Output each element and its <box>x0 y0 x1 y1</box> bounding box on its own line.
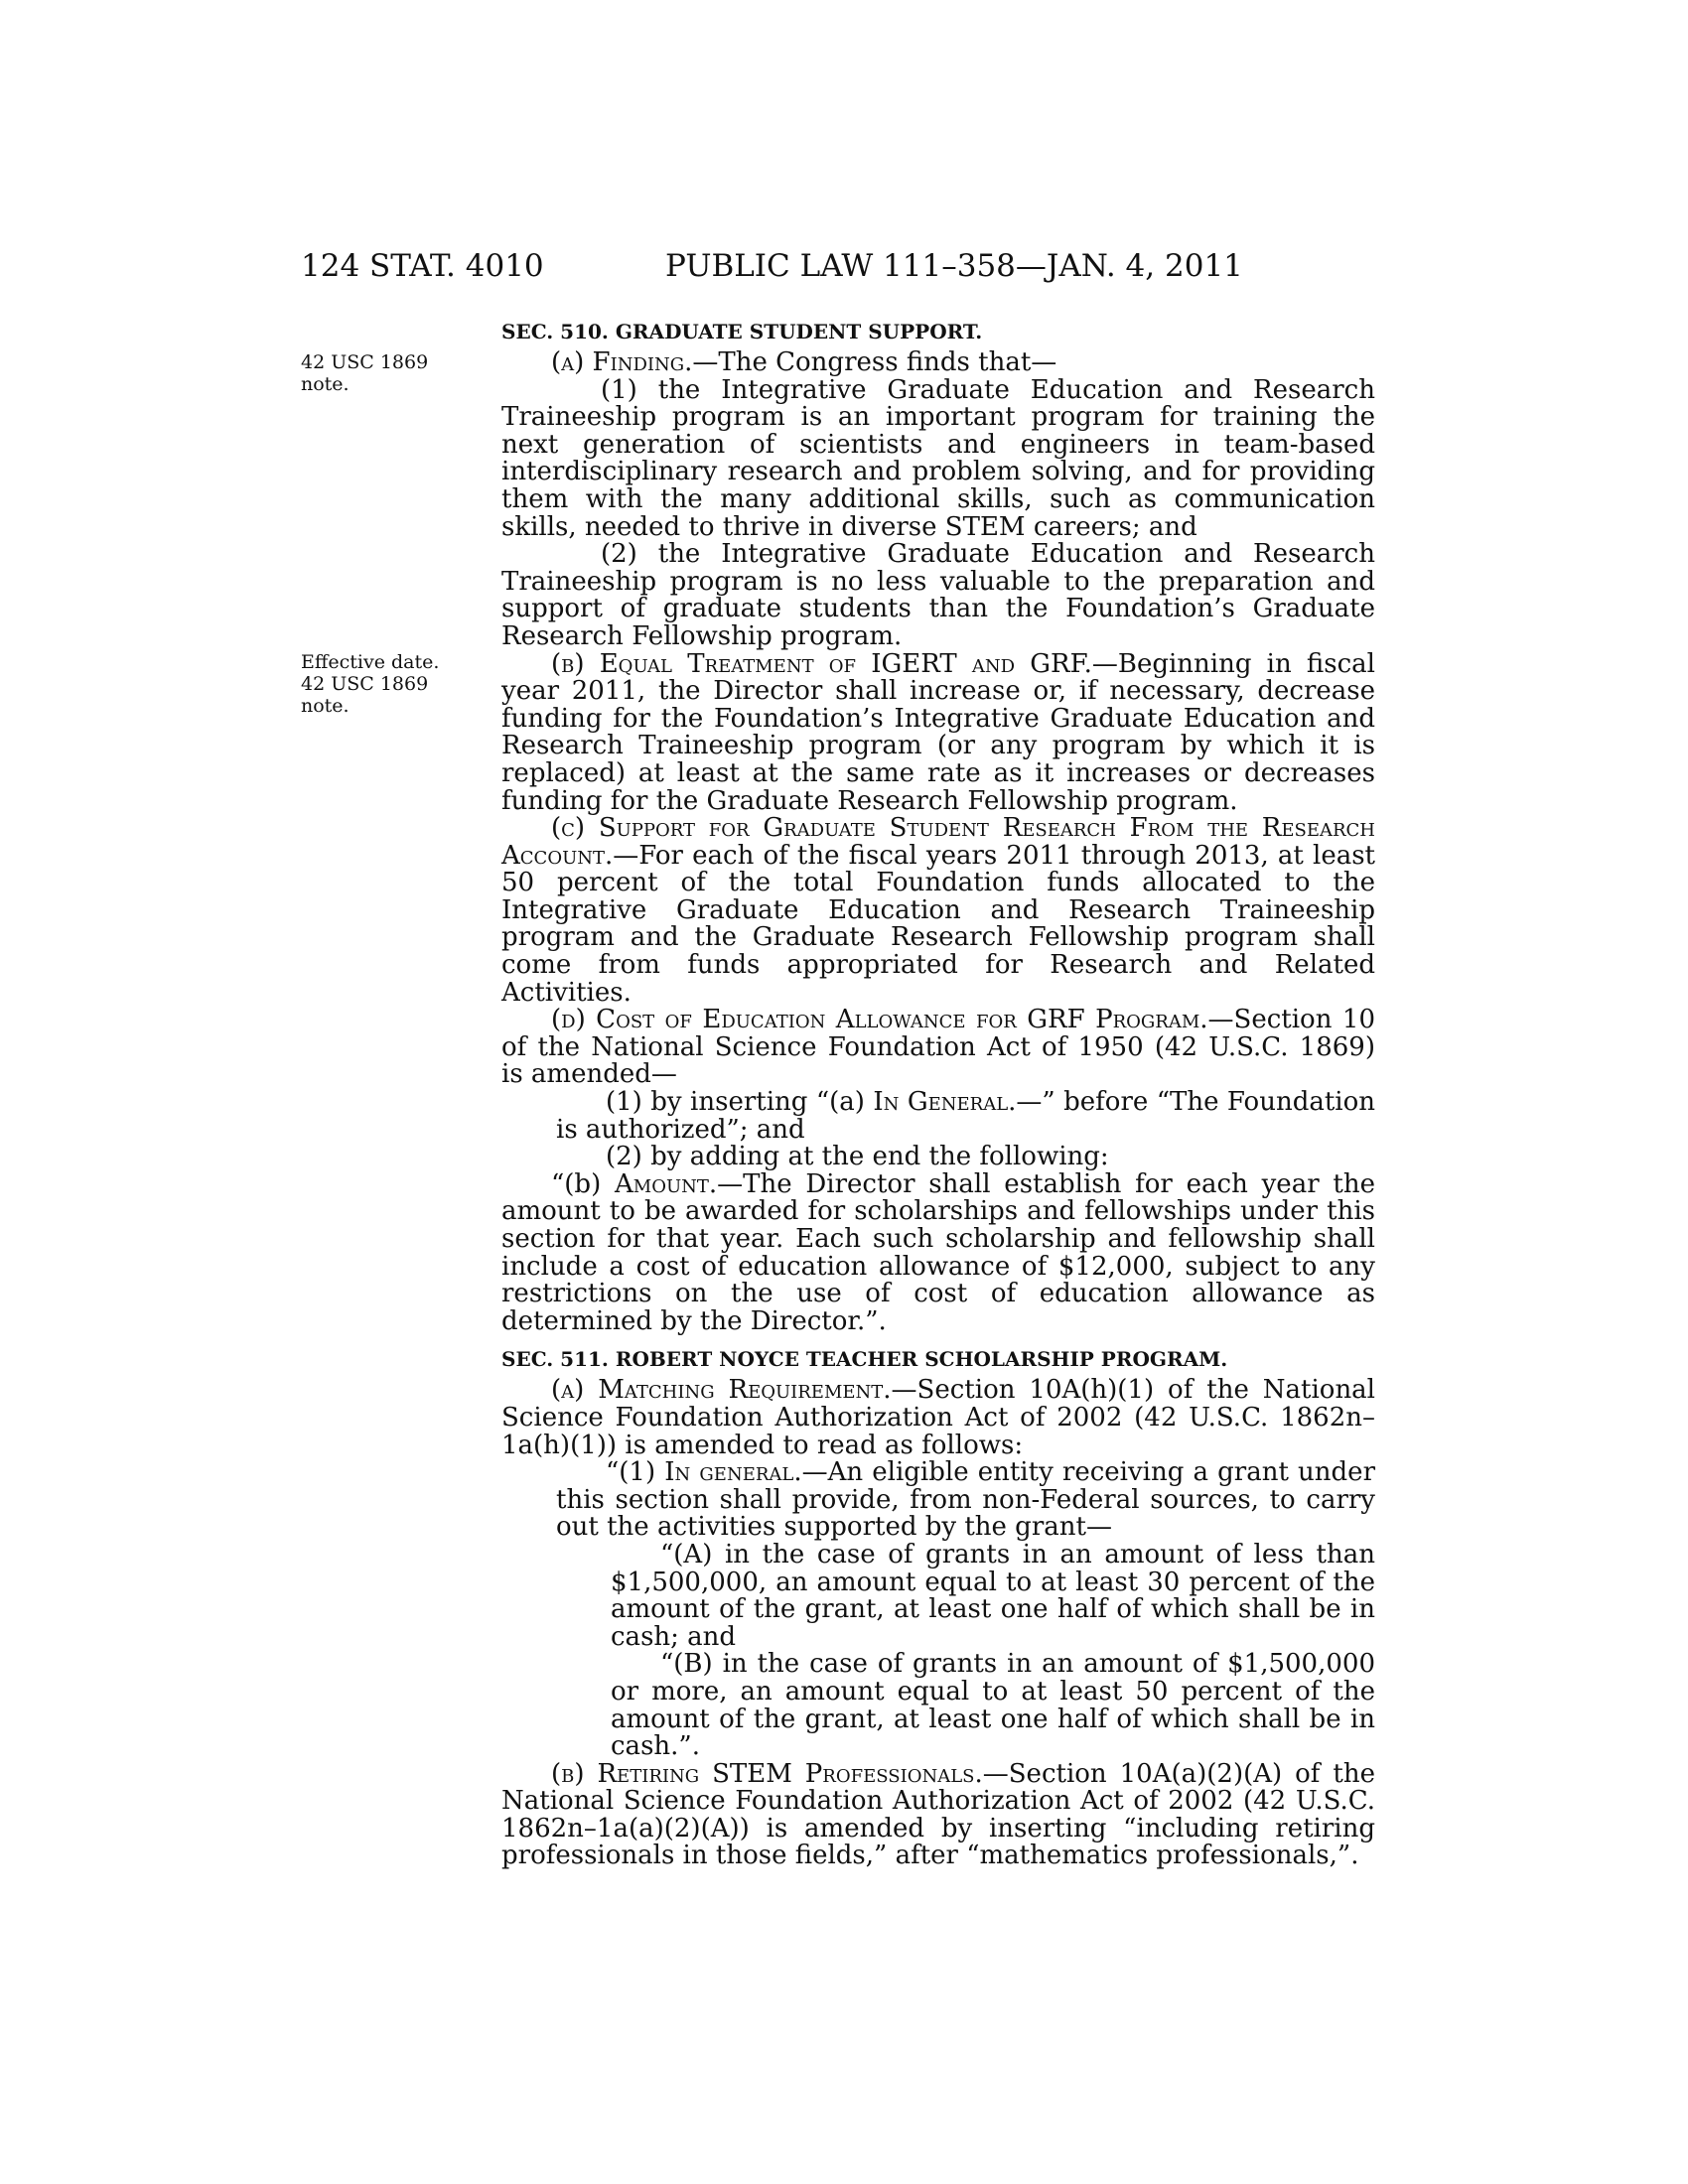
section-heading: SEC. 511. ROBERT NOYCE TEACHER SCHOLARSHIP PROGRAM. <box>501 1347 1228 1372</box>
paragraph: “(1) In general.—An eligible entity receiving a grant under this section shall provide, from non-Federal sources, to carry out the activities supported by the grant— <box>556 1457 1375 1543</box>
page-header <box>301 248 1373 288</box>
paragraph: “(A) in the case of grants in an amount of less than $1,500,000, an amount equal to at least 30 percent of the amount of the grant, at least one half of which shall be in cash; and <box>611 1539 1375 1652</box>
paragraph: (2) the Integrative Graduate Education and Research Traineeship program is no less valuable to the preparation and support of graduate students than the Foundation’s Graduate Research Fellowship program. <box>501 539 1375 651</box>
margin-note-line: Effective date. <box>301 651 440 673</box>
margin-note-line: 42 USC 1869 <box>301 673 429 695</box>
paragraph: (1) by inserting “(a) In General.—” before “The Foundation is authorized”; and <box>556 1087 1375 1145</box>
public-law-title: PUBLIC LAW 111–358—JAN. 4, 2011 <box>665 248 1243 284</box>
margin-note-line: note. <box>301 695 350 717</box>
paragraph: “(B) in the case of grants in an amount of $1,500,000 or more, an amount equal to at least 50 percent of the amount of the grant, at least one half of which shall be in cash.”. <box>611 1649 1375 1762</box>
paragraph: (b) Retiring STEM Professionals.—Section 10A(a)(2)(A) of the National Science Foundation Authorization Act of 2002 (42 U.S.C. 1862n–1a(a)(2)(A)) is amended by inserting “including retiring professionals in those fields,” after “mathematics professionals,”. <box>501 1758 1375 1871</box>
section-heading: SEC. 510. GRADUATE STUDENT SUPPORT. <box>501 320 983 343</box>
body-text <box>501 318 1375 1870</box>
margin-note-effective-date <box>301 651 470 717</box>
paragraph: (a) Matching Requirement.—Section 10A(h)(1) of the National Science Foundation Authorization Act of 2002 (42 U.S.C. 1862n–1a(h)(1)) is amended to read as follows: <box>501 1375 1376 1460</box>
paragraph: (1) the Integrative Graduate Education and Research Traineeship program is an important program for training the next generation of scientists and engineers in team-based interdisciplinary research and problem solving, and for providing them with the many additional skills, such as communication skills, needed to thrive in diverse STEM careers; and <box>501 374 1375 542</box>
paragraph: “(b) Amount.—The Director shall establish for each year the amount to be awarded for scholarships and fellowships under this section for that year. Each such scholarship and fellowship shall include a cost of education allowance of $12,000, subject to any restrictions on the use of cost of education allowance as determined by the Director.”. <box>501 1168 1375 1336</box>
margin-note-line: 42 USC 1869 <box>301 351 429 373</box>
statute-citation: 124 STAT. 4010 <box>301 248 544 284</box>
paragraph: (2) by adding at the end the following: <box>606 1142 1109 1172</box>
paragraph: (d) Cost of Education Allowance for GRF Program.—Section 10 of the National Science Foundation Act of 1950 (42 U.S.C. 1869) is amended— <box>501 1005 1375 1090</box>
paragraph: (b) Equal Treatment of IGERT and GRF.—Beginning in fiscal year 2011, the Director shall increase or, if necessary, decrease funding for the Foundation’s Integrative Graduate Education and Research Traineeship program (or any program by which it is replaced) at least at the same rate as it increases or decreases funding for the Graduate Research Fellowship program. <box>501 648 1375 816</box>
margin-note-line: note. <box>301 373 350 395</box>
paragraph: (a) Finding.—The Congress finds that— <box>551 347 1057 377</box>
margin-note-usc <box>301 351 470 395</box>
paragraph: (c) Support for Graduate Student Research From the Research Account.—For each of the fiscal years 2011 through 2013, at least 50 percent of the total Foundation funds allocated to the Integrative Graduate Education and Research Traineeship program and the Graduate Research Fellowship program shall come from funds appropriated for Research and Related Activities. <box>501 813 1375 1008</box>
